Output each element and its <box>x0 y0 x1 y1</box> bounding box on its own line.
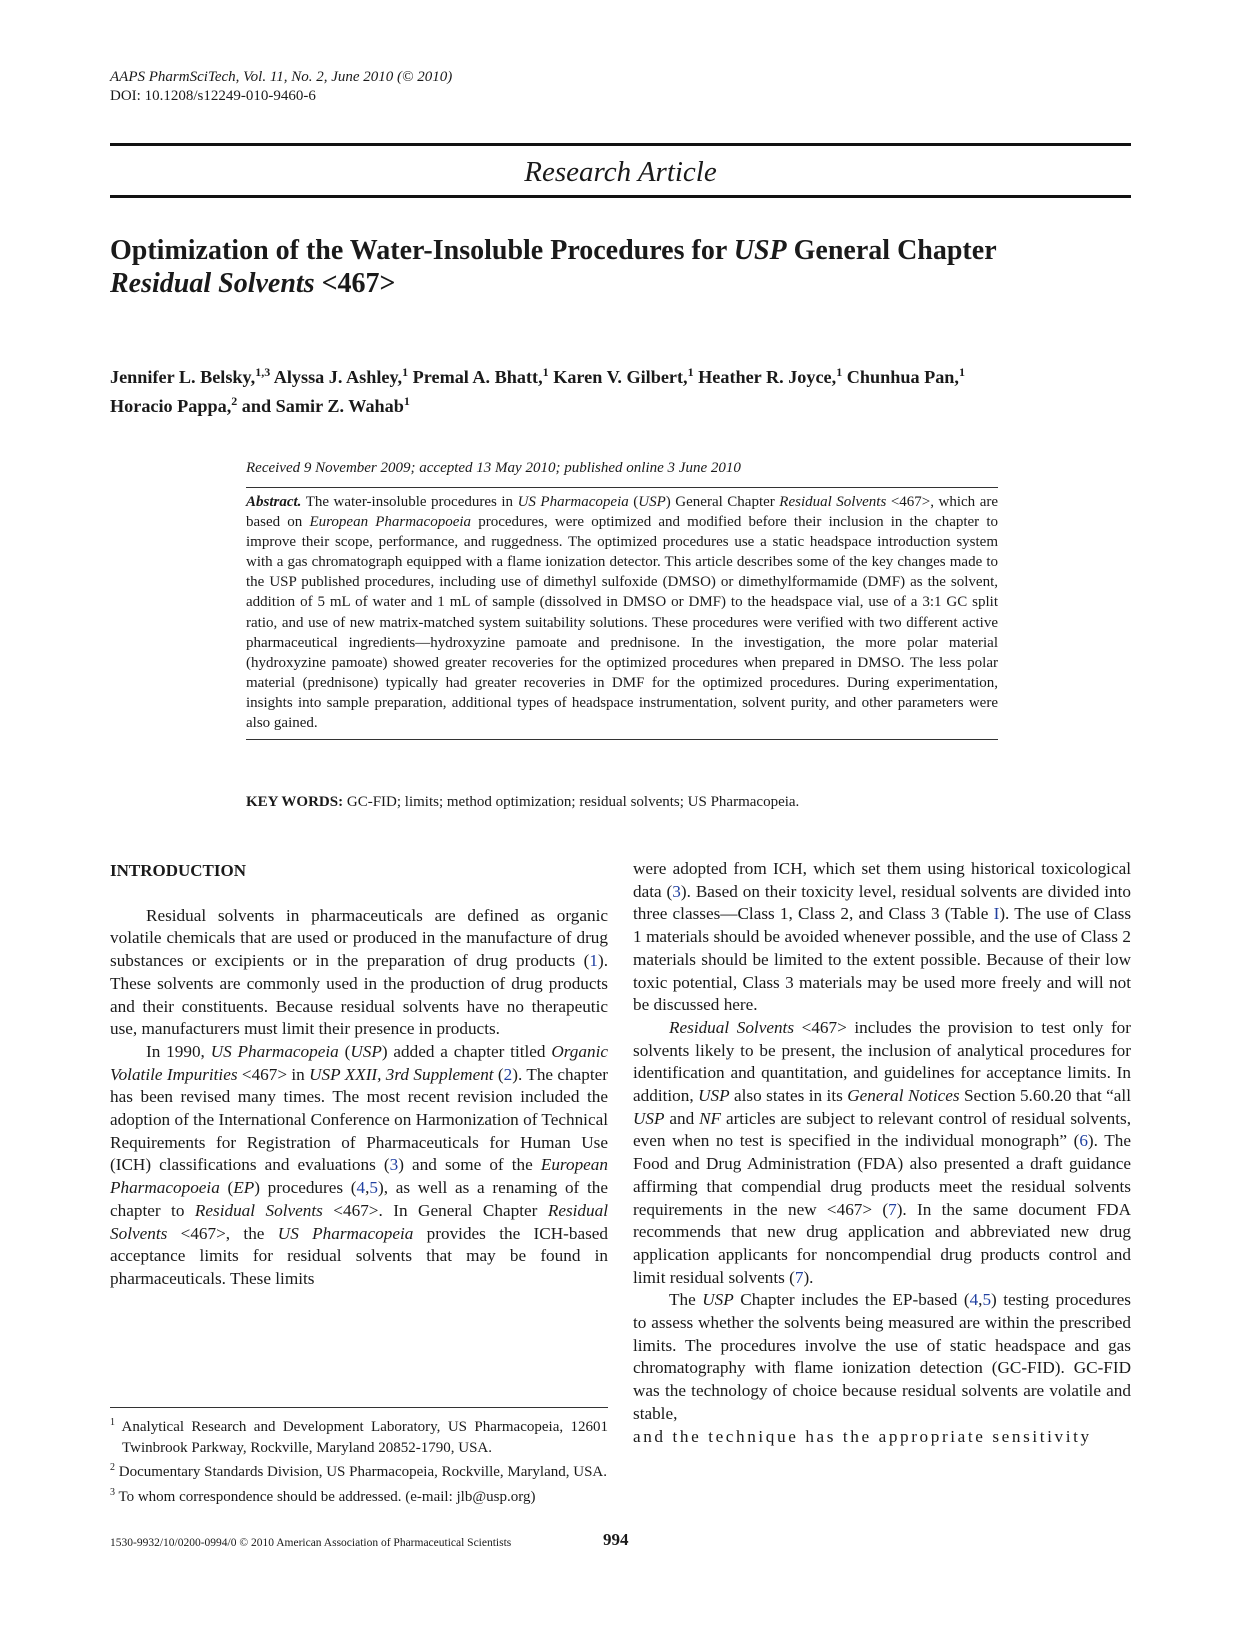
paragraph: were adopted from ICH, which set them using historical toxicological data (3). Based on their toxicity level, residual solvents are divided into three classes—Class 1, Class 2, and Class 3 (Table I). The use of Class 1 materials should be avoided whenever possible, and the use of Class 2 materials should be limited to the extent possible. Because of their low toxic potential, Class 3 materials may be used more freely and will not be discussed here. <box>633 859 1132 1015</box>
footnote-rule <box>110 1407 608 1408</box>
table-link[interactable]: I <box>993 904 1000 924</box>
section-type: Research Article <box>524 156 717 188</box>
citation-link[interactable]: 4 <box>969 1290 979 1310</box>
doi: DOI: 10.1208/s12249-010-9460-6 <box>110 88 316 104</box>
copyright-line: 1530-9932/10/0200-0994/0 © 2010 American Association of Pharmaceutical Scientists <box>110 1537 512 1549</box>
citation-link[interactable]: 3 <box>389 1155 399 1175</box>
section-heading-introduction: INTRODUCTION <box>110 861 247 880</box>
paragraph-continued-line: and the technique has the appropriate sensitivity <box>633 1426 1092 1446</box>
abstract-text: Abstract. The water-insoluble procedures in US Pharmacopeia (USP) General Chapter Residual Solvents <467>, which are based on European Pharmacopoeia procedures, were optimized and modified before their inclusion in the chapter to improve their scope, performance, and ruggedness. The optimized procedures use a static headspace introduction system with a gas chromatograph equipped with a flame ionization detector. This article describes some of the key changes made to the USP published procedures, including use of dimethyl sulfoxide (DMSO) or dimethylformamide (DMF) as the solvent, addition of 5 mL of water and 1 mL of sample (dissolved in DMSO or DMF) to the headspace vial, use of a 3:1 GC split ratio, and use of new matrix-matched system suitability solutions. These procedures were verified with two different active pharmaceutical ingredients—hydroxyzine pamoate and prednisone. In the investigation, the more polar material (hydroxyzine pamoate) showed greater recoveries for the optimized procedures when prepared in DMSO. The less polar material (prednisone) typically had greater recoveries in DMF for the optimized procedures. During experimentation, insights into sample preparation, additional types of headspace instrumentation, solvent purity, and other parameters were also gained. <box>246 494 999 732</box>
paragraph: The USP Chapter includes the EP-based (4,5) testing procedures to assess whether the solvents being measured are within the prescribed limits. The procedures involve the use of static headspace and gas chromatography with flame ionization detection (GC-FID). GC-FID was the technology of choice because residual solvents are volatile and stable, <box>633 1290 1131 1423</box>
author-list: Jennifer L. Belsky,$^{1,3}$ Alyssa J. Ashley,$^1$ Premal A. Bhatt,$^1$ Karen V. Gilbert,$^1$ Heather R. Joyce,$^1$ Chunhua Pan,$^1$ Horacio Pappa,$^2$ and Samir Z. Wahab$^1$ <box>110 365 965 417</box>
footnote: $^2$ Documentary Standards Division, US Pharmacopeia, Rockville, Maryland, USA. <box>110 1462 607 1480</box>
top-rule <box>110 143 1131 146</box>
left-column <box>110 860 608 1291</box>
paragraph: In 1990, US Pharmacopeia (USP) added a chapter titled Organic Volatile Impurities <467> in USP XXII, 3rd Supplement (2). The chapter has been revised many times. The most recent revision included the adoption of the International Conference on Harmonization of Technical Requirements for Registration of Pharmaceuticals for Human Use (ICH) classifications and evaluations (3) and some of the European Pharmacopoeia (EP) procedures (4,5), as well as a renaming of the chapter to Residual Solvents <467>. In General Chapter Residual Solvents <467>, the US Pharmacopeia provides the ICH-based acceptance limits for residual solvents that may be found in pharmaceuticals. These limits <box>110 1041 608 1288</box>
citation-link[interactable]: 5 <box>369 1178 378 1198</box>
footnotes <box>110 1413 608 1507</box>
right-column <box>633 858 1131 1448</box>
footnote: $^3$ To whom correspondence should be addressed. (e-mail: jlb@usp.org) <box>110 1486 536 1505</box>
citation-link[interactable]: 2 <box>503 1064 513 1084</box>
paragraph: Residual Solvents <467> includes the provision to test only for solvents likely to be present, the inclusion of analytical procedures for identification and quantitation, and guidelines for acceptance limits. In addition, USP also states in its General Notices Section 5.60.20 that “all USP and NF articles are subject to relevant control of residual solvents, even when no test is specified in the individual monograph” (6). The Food and Drug Administration (FDA) also presented a draft guidance affirming that compendial drug products meet the residual solvents requirements in the new <467> (7). In the same document FDA recommends that new drug application and abbreviated new drug application applicants for noncompendial drug products control and limit residual solvents (7). <box>633 1017 1131 1287</box>
citation-link[interactable]: 7 <box>888 1199 897 1219</box>
journal-citation: AAPS PharmSciTech, Vol. 11, No. 2, June 2010 (© 2010) <box>110 69 453 85</box>
citation-link[interactable]: 4 <box>356 1178 366 1198</box>
citation-link[interactable]: 7 <box>794 1267 804 1287</box>
paragraph: Residual solvents in pharmaceuticals are defined as organic volatile chemicals that are used or produced in the manufacture of drug substances or excipients or in the preparation of drug products (1). These solvents are commonly used in the production of drug products and their constituents. Because residual solvents have no therapeutic use, manufacturers must limit their presence in products. <box>110 905 608 1039</box>
abstract-box <box>246 487 998 740</box>
article-title: Optimization of the Water-Insoluble Procedures for USP General Chapter Residual Solvents <467> <box>110 235 997 299</box>
citation-link[interactable]: 5 <box>982 1290 992 1310</box>
citation-link[interactable]: 1 <box>589 951 598 971</box>
received-dates: Received 9 November 2009; accepted 13 May 2010; published online 3 June 2010 <box>246 460 741 476</box>
citation-link[interactable]: 6 <box>1079 1131 1088 1151</box>
footnote: $^1$ Analytical Research and Development Laboratory, US Pharmacopeia, 12601 Twinbrook Parkway, Rockville, Maryland 20852-1790, USA. <box>110 1417 608 1456</box>
keywords: KEY WORDS: GC-FID; limits; method optimization; residual solvents; US Pharmacopeia. <box>246 794 800 810</box>
page-number: 994 <box>603 1530 629 1549</box>
citation-link[interactable]: 3 <box>672 881 681 901</box>
title-rule <box>110 195 1131 198</box>
